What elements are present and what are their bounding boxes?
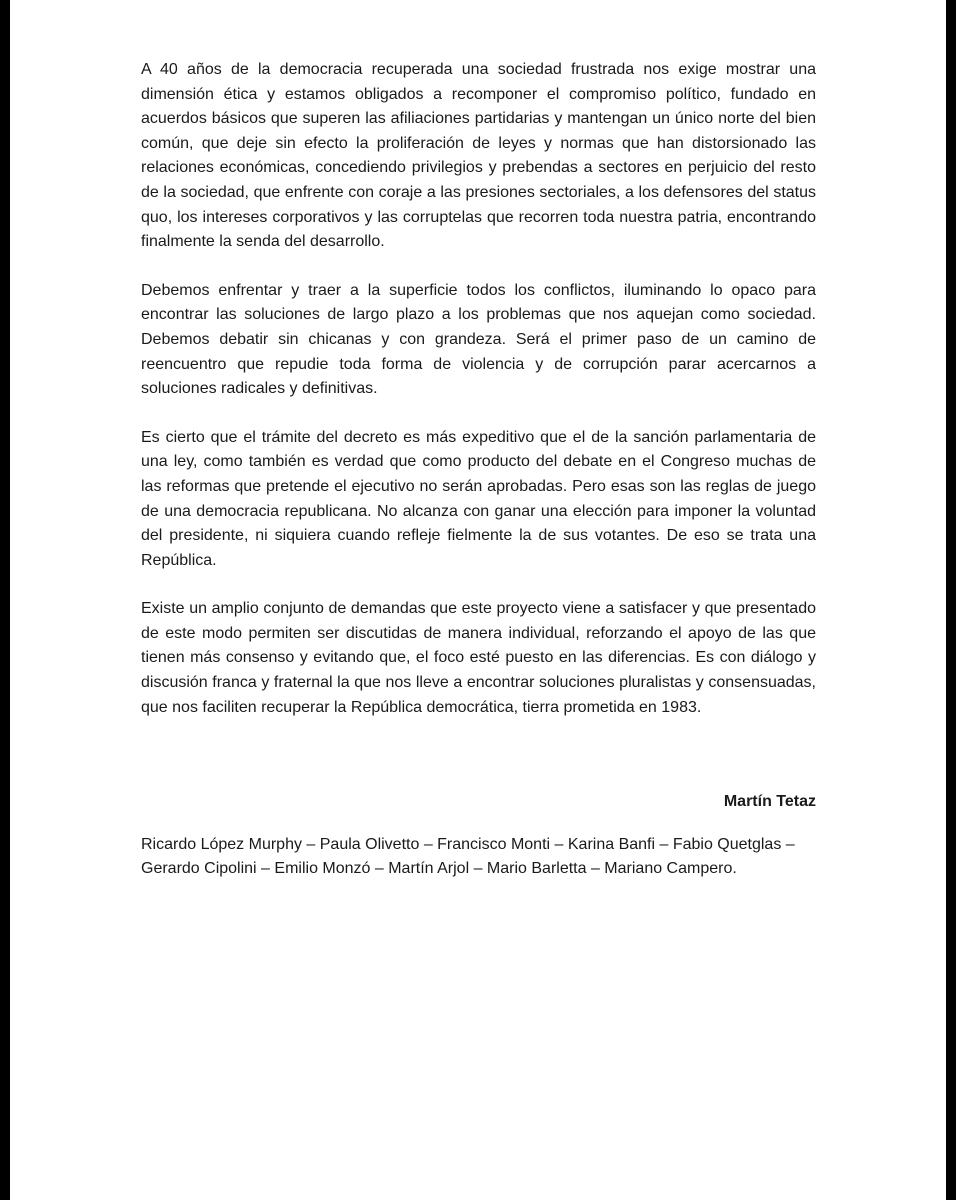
signature-name: Martín Tetaz (723, 793, 816, 811)
paragraph-4: Existe un amplio conjunto de demandas que este proyecto viene a satisfacer y que presentado de este modo permiten ser discutidas de manera individual, reforzando el apoyo de las que tienen más consenso y evitando que, el foco esté puesto en las diferencias. Es con diálogo y discusión franca y fraternal la que nos lleve a encontrar soluciones pluralistas y consensuadas, que nos faciliten recuperar la República democrática, tierra prometida en 1983. (141, 600, 816, 716)
document-body (141, 58, 816, 882)
paragraph-3: Es cierto que el trámite del decreto es más expeditivo que el de la sanción parlamentaria de una ley, como también es verdad que como producto del debate en el Congreso muchas de las reformas que pretende el ejecutivo no serán aprobadas. Pero esas son las reglas de juego de una democracia republicana. No alcanza con ganar una elección para imponer la voluntad del presidente, ni siquiera cuando refleje fielmente la de sus votantes. De eso se trata una República. (141, 428, 816, 569)
right-border (946, 0, 956, 1200)
paragraph-1: A 40 años de la democracia recuperada una sociedad frustrada nos exige mostrar una dimensión ética y estamos obligados a recomponer el compromiso político, fundado en acuerdos básicos que superen las afiliaciones partidarias y mantengan un único norte del bien común, que deje sin efecto la proliferación de leyes y normas que han distorsionado las relaciones económicas, concediendo privilegios y prebendas a sectores en perjuicio del resto de la sociedad, que enfrente con coraje a las presiones sectoriales, a los defensores del status quo, los intereses corporativos y las corruptelas que recorren toda nuestra patria, encontrando finalmente la senda del desarrollo. (141, 61, 816, 251)
left-border (0, 0, 10, 1200)
paragraph-2: Debemos enfrentar y traer a la superficie todos los conflictos, iluminando lo opaco para encontrar las soluciones de largo plazo a los problemas que nos aquejan como sociedad. Debemos debatir sin chicanas y con grandeza. Será el primer paso de un camino de reencuentro que repudie toda forma de violencia y de corrupción parar acercarnos a soluciones radicales y definitivas. (141, 281, 816, 398)
cosigners-list: Ricardo López Murphy – Paula Olivetto – Francisco Monti – Karina Banfi – Fabio Quetglas – Gerardo Cipolini – Emilio Monzó – Martín Arjol – Mario Barletta – Mariano Campero. (141, 835, 795, 878)
